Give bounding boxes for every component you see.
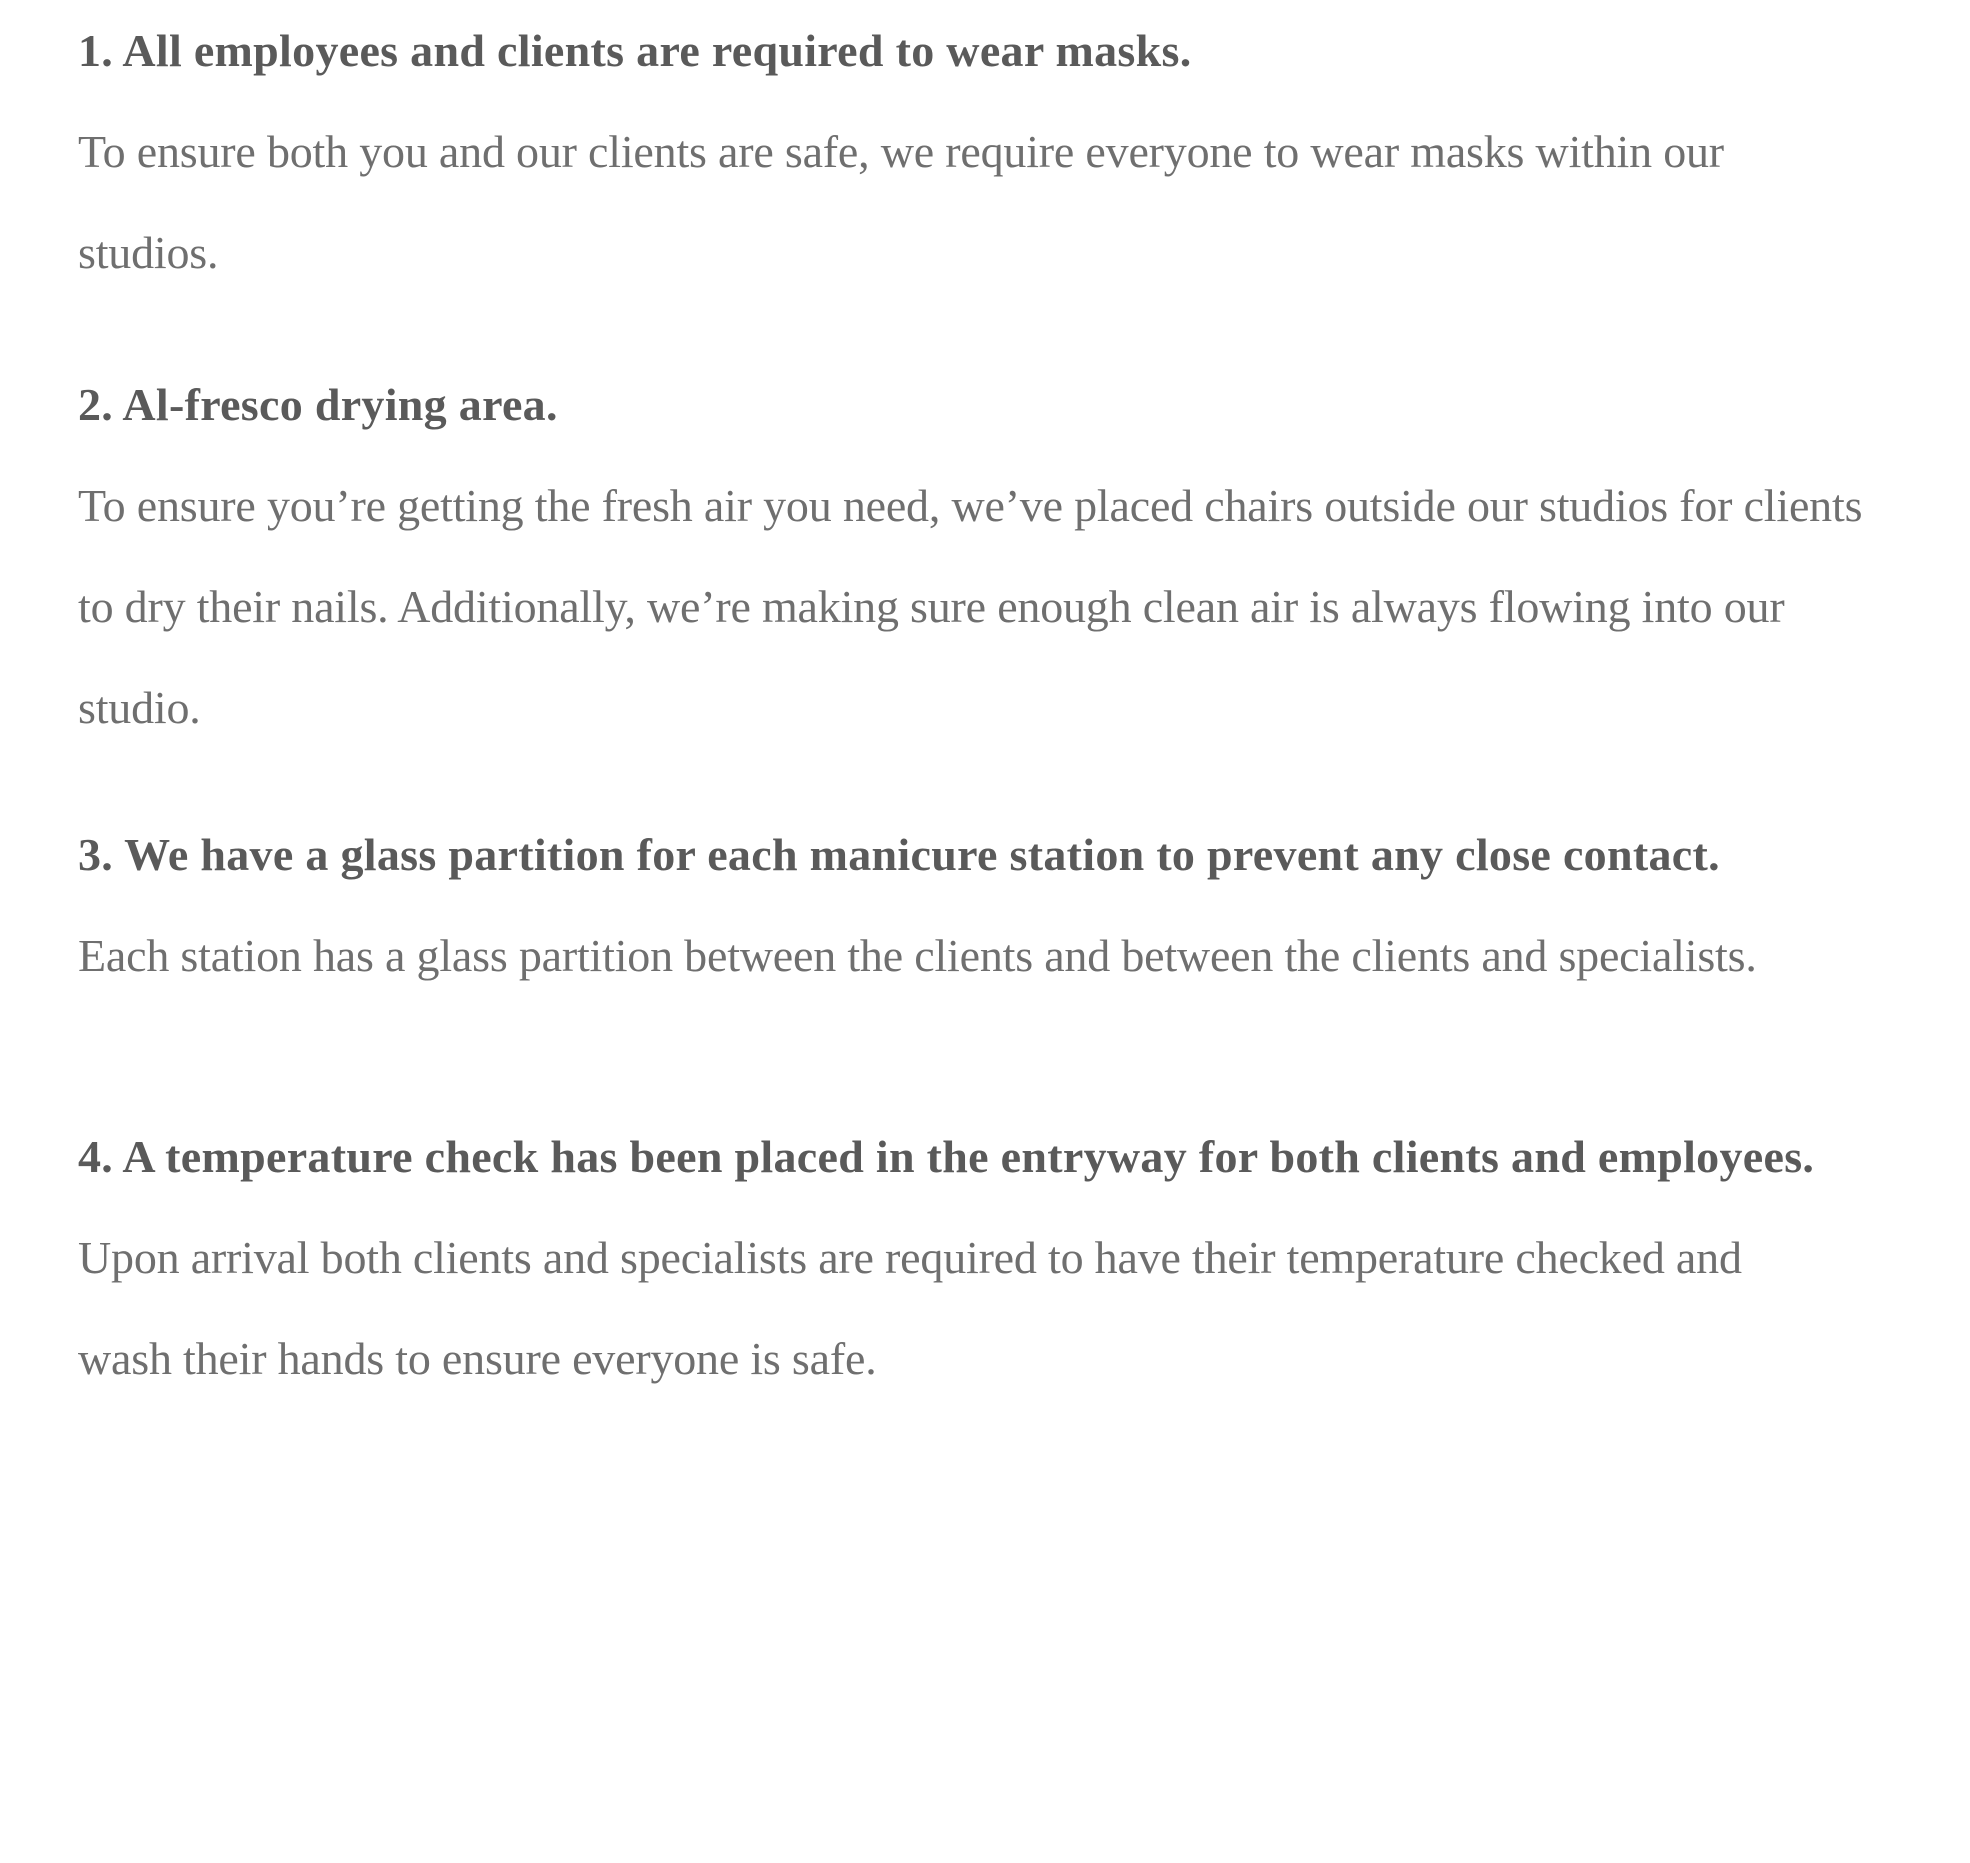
section-drying-area (78, 354, 1898, 758)
section-heading: 3. We have a glass partition for each manicure station to prevent any close contact. (78, 829, 1720, 880)
section-temperature-check (78, 1106, 1898, 1409)
section-heading: 1. All employees and clients are required to wear masks. (78, 25, 1192, 76)
section-heading: 4. A temperature check has been placed in the entryway for both clients and employees. (78, 1131, 1815, 1182)
section-body: To ensure both you and our clients are safe, we require everyone to wear masks within our studios. (78, 126, 1724, 278)
section-body: Each station has a glass partition between the clients and between the clients and specialists. (78, 930, 1757, 981)
document-content (78, 0, 1898, 1409)
section-spacer (78, 303, 1898, 354)
section-heading: 2. Al-fresco drying area. (78, 379, 558, 430)
section-spacer (78, 1006, 1898, 1106)
section-body: To ensure you’re getting the fresh air you need, we’ve placed chairs outside our studios for clients to dry their nails. Additionally, we’re making sure enough clean air is always flowing into our studio. (78, 480, 1863, 733)
section-glass-partition (78, 804, 1898, 1006)
section-masks (78, 0, 1898, 303)
section-body: Upon arrival both clients and specialists are required to have their temperature checked and wash their hands to ensure everyone is safe. (78, 1232, 1742, 1384)
section-spacer (78, 758, 1898, 804)
